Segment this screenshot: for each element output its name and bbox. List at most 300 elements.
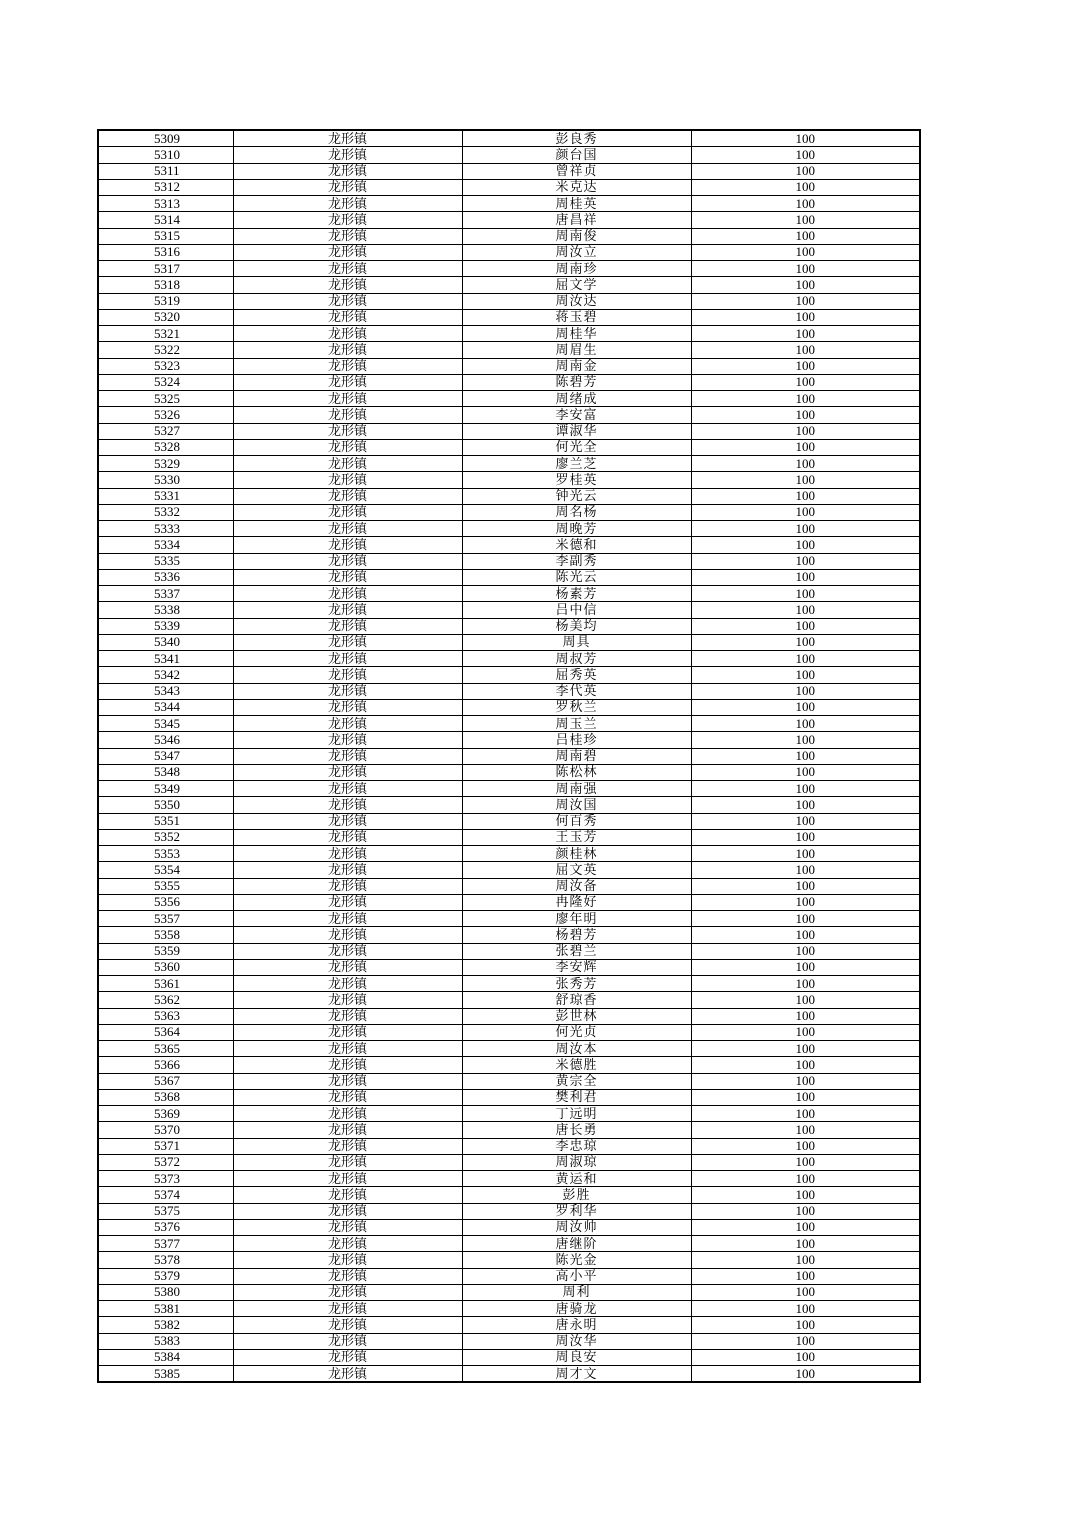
subsidy-roster-table	[97, 129, 921, 1383]
serial-number-cell: 5339	[98, 618, 233, 634]
serial-number-cell: 5361	[98, 976, 233, 992]
name-cell: 黄宗全	[462, 1073, 691, 1089]
table-row	[98, 1138, 920, 1154]
name-cell: 米德胜	[462, 1057, 691, 1073]
town-cell: 龙形镇	[233, 1333, 462, 1349]
table-row	[98, 618, 920, 634]
serial-number-cell: 5320	[98, 309, 233, 325]
serial-number-cell: 5327	[98, 423, 233, 439]
table-row	[98, 1301, 920, 1317]
name-cell: 罗秋兰	[462, 699, 691, 715]
table-row	[98, 1236, 920, 1252]
serial-number-cell: 5323	[98, 358, 233, 374]
serial-number-cell: 5338	[98, 602, 233, 618]
name-cell: 周南碧	[462, 748, 691, 764]
amount-cell: 100	[691, 228, 920, 244]
amount-cell: 100	[691, 634, 920, 650]
table-row	[98, 456, 920, 472]
amount-cell: 100	[691, 618, 920, 634]
town-cell: 龙形镇	[233, 813, 462, 829]
table-row	[98, 716, 920, 732]
table-row	[98, 1349, 920, 1365]
serial-number-cell: 5317	[98, 261, 233, 277]
amount-cell: 100	[691, 407, 920, 423]
serial-number-cell: 5329	[98, 456, 233, 472]
amount-cell: 100	[691, 326, 920, 342]
serial-number-cell: 5380	[98, 1284, 233, 1300]
amount-cell: 100	[691, 1219, 920, 1235]
serial-number-cell: 5385	[98, 1366, 233, 1383]
table-row	[98, 1073, 920, 1089]
town-cell: 龙形镇	[233, 244, 462, 260]
town-cell: 龙形镇	[233, 716, 462, 732]
amount-cell: 100	[691, 813, 920, 829]
table-row	[98, 1024, 920, 1040]
table-row	[98, 504, 920, 520]
amount-cell: 100	[691, 1317, 920, 1333]
town-cell: 龙形镇	[233, 456, 462, 472]
town-cell: 龙形镇	[233, 423, 462, 439]
amount-cell: 100	[691, 1073, 920, 1089]
name-cell: 周南强	[462, 781, 691, 797]
table-row	[98, 1219, 920, 1235]
name-cell: 颜台国	[462, 147, 691, 163]
table-row	[98, 1317, 920, 1333]
table-row	[98, 1154, 920, 1170]
table-row	[98, 732, 920, 748]
serial-number-cell: 5313	[98, 196, 233, 212]
serial-number-cell: 5324	[98, 374, 233, 390]
name-cell: 周汝华	[462, 1333, 691, 1349]
amount-cell: 100	[691, 829, 920, 845]
amount-cell: 100	[691, 1138, 920, 1154]
name-cell: 唐长勇	[462, 1122, 691, 1138]
table-row	[98, 374, 920, 390]
town-cell: 龙形镇	[233, 862, 462, 878]
name-cell: 周南金	[462, 358, 691, 374]
town-cell: 龙形镇	[233, 894, 462, 910]
table-row	[98, 1333, 920, 1349]
town-cell: 龙形镇	[233, 1106, 462, 1122]
serial-number-cell: 5373	[98, 1171, 233, 1187]
name-cell: 周眉生	[462, 342, 691, 358]
name-cell: 周汝本	[462, 1041, 691, 1057]
town-cell: 龙形镇	[233, 391, 462, 407]
town-cell: 龙形镇	[233, 992, 462, 1008]
town-cell: 龙形镇	[233, 1268, 462, 1284]
table-row	[98, 748, 920, 764]
serial-number-cell: 5325	[98, 391, 233, 407]
name-cell: 蒋玉碧	[462, 309, 691, 325]
name-cell: 周才文	[462, 1366, 691, 1383]
table-row	[98, 683, 920, 699]
town-cell: 龙形镇	[233, 163, 462, 179]
amount-cell: 100	[691, 1171, 920, 1187]
amount-cell: 100	[691, 667, 920, 683]
town-cell: 龙形镇	[233, 667, 462, 683]
name-cell: 何百秀	[462, 813, 691, 829]
town-cell: 龙形镇	[233, 927, 462, 943]
name-cell: 曾祥贞	[462, 163, 691, 179]
table-row	[98, 326, 920, 342]
table-row	[98, 228, 920, 244]
amount-cell: 100	[691, 1236, 920, 1252]
amount-cell: 100	[691, 537, 920, 553]
town-cell: 龙形镇	[233, 829, 462, 845]
serial-number-cell: 5384	[98, 1349, 233, 1365]
name-cell: 米德和	[462, 537, 691, 553]
town-cell: 龙形镇	[233, 959, 462, 975]
amount-cell: 100	[691, 602, 920, 618]
serial-number-cell: 5345	[98, 716, 233, 732]
name-cell: 樊利君	[462, 1089, 691, 1105]
serial-number-cell: 5379	[98, 1268, 233, 1284]
serial-number-cell: 5341	[98, 651, 233, 667]
table-row	[98, 651, 920, 667]
amount-cell: 100	[691, 569, 920, 585]
table-row	[98, 261, 920, 277]
town-cell: 龙形镇	[233, 1317, 462, 1333]
name-cell: 周南俊	[462, 228, 691, 244]
table-row	[98, 602, 920, 618]
town-cell: 龙形镇	[233, 196, 462, 212]
amount-cell: 100	[691, 894, 920, 910]
serial-number-cell: 5337	[98, 586, 233, 602]
name-cell: 周汝国	[462, 797, 691, 813]
serial-number-cell: 5309	[98, 130, 233, 147]
serial-number-cell: 5370	[98, 1122, 233, 1138]
serial-number-cell: 5316	[98, 244, 233, 260]
town-cell: 龙形镇	[233, 1057, 462, 1073]
name-cell: 廖年明	[462, 911, 691, 927]
serial-number-cell: 5319	[98, 293, 233, 309]
amount-cell: 100	[691, 1203, 920, 1219]
table-row	[98, 391, 920, 407]
serial-number-cell: 5344	[98, 699, 233, 715]
amount-cell: 100	[691, 179, 920, 195]
amount-cell: 100	[691, 358, 920, 374]
town-cell: 龙形镇	[233, 130, 462, 147]
name-cell: 黄运和	[462, 1171, 691, 1187]
town-cell: 龙形镇	[233, 309, 462, 325]
table-row	[98, 130, 920, 147]
town-cell: 龙形镇	[233, 293, 462, 309]
town-cell: 龙形镇	[233, 569, 462, 585]
table-row	[98, 521, 920, 537]
serial-number-cell: 5369	[98, 1106, 233, 1122]
town-cell: 龙形镇	[233, 1073, 462, 1089]
amount-cell: 100	[691, 992, 920, 1008]
serial-number-cell: 5343	[98, 683, 233, 699]
name-cell: 屈文英	[462, 862, 691, 878]
town-cell: 龙形镇	[233, 1041, 462, 1057]
table-row	[98, 927, 920, 943]
serial-number-cell: 5328	[98, 439, 233, 455]
table-row	[98, 439, 920, 455]
town-cell: 龙形镇	[233, 878, 462, 894]
table-row	[98, 1187, 920, 1203]
amount-cell: 100	[691, 1252, 920, 1268]
town-cell: 龙形镇	[233, 1089, 462, 1105]
name-cell: 张碧兰	[462, 943, 691, 959]
name-cell: 周汝立	[462, 244, 691, 260]
name-cell: 丁远明	[462, 1106, 691, 1122]
serial-number-cell: 5322	[98, 342, 233, 358]
serial-number-cell: 5326	[98, 407, 233, 423]
name-cell: 米克达	[462, 179, 691, 195]
amount-cell: 100	[691, 130, 920, 147]
serial-number-cell: 5378	[98, 1252, 233, 1268]
amount-cell: 100	[691, 1349, 920, 1365]
amount-cell: 100	[691, 1122, 920, 1138]
town-cell: 龙形镇	[233, 634, 462, 650]
amount-cell: 100	[691, 943, 920, 959]
town-cell: 龙形镇	[233, 699, 462, 715]
name-cell: 罗桂英	[462, 472, 691, 488]
town-cell: 龙形镇	[233, 472, 462, 488]
amount-cell: 100	[691, 1154, 920, 1170]
amount-cell: 100	[691, 342, 920, 358]
town-cell: 龙形镇	[233, 261, 462, 277]
table-row	[98, 878, 920, 894]
name-cell: 屈秀英	[462, 667, 691, 683]
name-cell: 周桂英	[462, 196, 691, 212]
amount-cell: 100	[691, 1024, 920, 1040]
amount-cell: 100	[691, 683, 920, 699]
amount-cell: 100	[691, 1089, 920, 1105]
name-cell: 张秀芳	[462, 976, 691, 992]
name-cell: 陈松林	[462, 764, 691, 780]
table-row	[98, 959, 920, 975]
serial-number-cell: 5310	[98, 147, 233, 163]
table-row	[98, 537, 920, 553]
serial-number-cell: 5372	[98, 1154, 233, 1170]
town-cell: 龙形镇	[233, 537, 462, 553]
name-cell: 周绪成	[462, 391, 691, 407]
table-row	[98, 634, 920, 650]
table-row	[98, 586, 920, 602]
serial-number-cell: 5357	[98, 911, 233, 927]
name-cell: 钟光云	[462, 488, 691, 504]
amount-cell: 100	[691, 732, 920, 748]
serial-number-cell: 5358	[98, 927, 233, 943]
table-row	[98, 196, 920, 212]
table-row	[98, 1171, 920, 1187]
name-cell: 高小平	[462, 1268, 691, 1284]
town-cell: 龙形镇	[233, 764, 462, 780]
town-cell: 龙形镇	[233, 846, 462, 862]
table-row	[98, 423, 920, 439]
table-row	[98, 894, 920, 910]
serial-number-cell: 5331	[98, 488, 233, 504]
table-row	[98, 1122, 920, 1138]
table-row	[98, 163, 920, 179]
town-cell: 龙形镇	[233, 748, 462, 764]
name-cell: 彭世林	[462, 1008, 691, 1024]
amount-cell: 100	[691, 147, 920, 163]
table-row	[98, 1268, 920, 1284]
amount-cell: 100	[691, 521, 920, 537]
table-row	[98, 472, 920, 488]
table-row	[98, 829, 920, 845]
name-cell: 罗利华	[462, 1203, 691, 1219]
name-cell: 周淑琼	[462, 1154, 691, 1170]
table-row	[98, 846, 920, 862]
town-cell: 龙形镇	[233, 179, 462, 195]
serial-number-cell: 5383	[98, 1333, 233, 1349]
name-cell: 周南珍	[462, 261, 691, 277]
table-row	[98, 813, 920, 829]
serial-number-cell: 5350	[98, 797, 233, 813]
town-cell: 龙形镇	[233, 911, 462, 927]
table-row	[98, 667, 920, 683]
serial-number-cell: 5332	[98, 504, 233, 520]
table-row	[98, 407, 920, 423]
name-cell: 陈光云	[462, 569, 691, 585]
amount-cell: 100	[691, 391, 920, 407]
town-cell: 龙形镇	[233, 212, 462, 228]
table-row	[98, 764, 920, 780]
amount-cell: 100	[691, 163, 920, 179]
town-cell: 龙形镇	[233, 943, 462, 959]
amount-cell: 100	[691, 862, 920, 878]
town-cell: 龙形镇	[233, 1008, 462, 1024]
serial-number-cell: 5347	[98, 748, 233, 764]
name-cell: 周汝帅	[462, 1219, 691, 1235]
serial-number-cell: 5356	[98, 894, 233, 910]
name-cell: 何光贞	[462, 1024, 691, 1040]
name-cell: 冉隆好	[462, 894, 691, 910]
amount-cell: 100	[691, 212, 920, 228]
table-row	[98, 781, 920, 797]
town-cell: 龙形镇	[233, 1301, 462, 1317]
serial-number-cell: 5375	[98, 1203, 233, 1219]
town-cell: 龙形镇	[233, 1252, 462, 1268]
table-row	[98, 309, 920, 325]
town-cell: 龙形镇	[233, 732, 462, 748]
town-cell: 龙形镇	[233, 1349, 462, 1365]
amount-cell: 100	[691, 439, 920, 455]
serial-number-cell: 5311	[98, 163, 233, 179]
serial-number-cell: 5382	[98, 1317, 233, 1333]
town-cell: 龙形镇	[233, 374, 462, 390]
name-cell: 廖兰芝	[462, 456, 691, 472]
name-cell: 周良安	[462, 1349, 691, 1365]
amount-cell: 100	[691, 764, 920, 780]
town-cell: 龙形镇	[233, 797, 462, 813]
table-row	[98, 911, 920, 927]
serial-number-cell: 5314	[98, 212, 233, 228]
table-row	[98, 1008, 920, 1024]
name-cell: 周汝达	[462, 293, 691, 309]
amount-cell: 100	[691, 277, 920, 293]
amount-cell: 100	[691, 1057, 920, 1073]
town-cell: 龙形镇	[233, 976, 462, 992]
name-cell: 李安富	[462, 407, 691, 423]
serial-number-cell: 5363	[98, 1008, 233, 1024]
table-row	[98, 488, 920, 504]
name-cell: 何光全	[462, 439, 691, 455]
amount-cell: 100	[691, 553, 920, 569]
town-cell: 龙形镇	[233, 1203, 462, 1219]
amount-cell: 100	[691, 1268, 920, 1284]
serial-number-cell: 5355	[98, 878, 233, 894]
serial-number-cell: 5366	[98, 1057, 233, 1073]
serial-number-cell: 5334	[98, 537, 233, 553]
table-row	[98, 244, 920, 260]
amount-cell: 100	[691, 1333, 920, 1349]
serial-number-cell: 5362	[98, 992, 233, 1008]
amount-cell: 100	[691, 1041, 920, 1057]
serial-number-cell: 5318	[98, 277, 233, 293]
table-row	[98, 358, 920, 374]
name-cell: 周玉兰	[462, 716, 691, 732]
town-cell: 龙形镇	[233, 1138, 462, 1154]
name-cell: 唐永明	[462, 1317, 691, 1333]
town-cell: 龙形镇	[233, 553, 462, 569]
town-cell: 龙形镇	[233, 1284, 462, 1300]
serial-number-cell: 5368	[98, 1089, 233, 1105]
name-cell: 屈文学	[462, 277, 691, 293]
amount-cell: 100	[691, 504, 920, 520]
serial-number-cell: 5376	[98, 1219, 233, 1235]
town-cell: 龙形镇	[233, 521, 462, 537]
table-body	[98, 130, 920, 1382]
town-cell: 龙形镇	[233, 228, 462, 244]
serial-number-cell: 5330	[98, 472, 233, 488]
town-cell: 龙形镇	[233, 342, 462, 358]
name-cell: 杨素芳	[462, 586, 691, 602]
amount-cell: 100	[691, 797, 920, 813]
serial-number-cell: 5351	[98, 813, 233, 829]
table-row	[98, 553, 920, 569]
serial-number-cell: 5315	[98, 228, 233, 244]
amount-cell: 100	[691, 374, 920, 390]
serial-number-cell: 5352	[98, 829, 233, 845]
amount-cell: 100	[691, 244, 920, 260]
table-row	[98, 797, 920, 813]
town-cell: 龙形镇	[233, 651, 462, 667]
town-cell: 龙形镇	[233, 147, 462, 163]
serial-number-cell: 5381	[98, 1301, 233, 1317]
name-cell: 周名杨	[462, 504, 691, 520]
amount-cell: 100	[691, 716, 920, 732]
amount-cell: 100	[691, 927, 920, 943]
serial-number-cell: 5359	[98, 943, 233, 959]
amount-cell: 100	[691, 781, 920, 797]
amount-cell: 100	[691, 699, 920, 715]
town-cell: 龙形镇	[233, 618, 462, 634]
name-cell: 王玉芳	[462, 829, 691, 845]
amount-cell: 100	[691, 1284, 920, 1300]
table-row	[98, 1106, 920, 1122]
name-cell: 陈碧芳	[462, 374, 691, 390]
name-cell: 周利	[462, 1284, 691, 1300]
name-cell: 李安辉	[462, 959, 691, 975]
serial-number-cell: 5364	[98, 1024, 233, 1040]
table-row	[98, 1057, 920, 1073]
amount-cell: 100	[691, 456, 920, 472]
name-cell: 彭良秀	[462, 130, 691, 147]
name-cell: 颜桂林	[462, 846, 691, 862]
table-row	[98, 293, 920, 309]
table-row	[98, 1284, 920, 1300]
amount-cell: 100	[691, 1301, 920, 1317]
table-row	[98, 976, 920, 992]
table-row	[98, 992, 920, 1008]
amount-cell: 100	[691, 1187, 920, 1203]
name-cell: 吕桂珍	[462, 732, 691, 748]
